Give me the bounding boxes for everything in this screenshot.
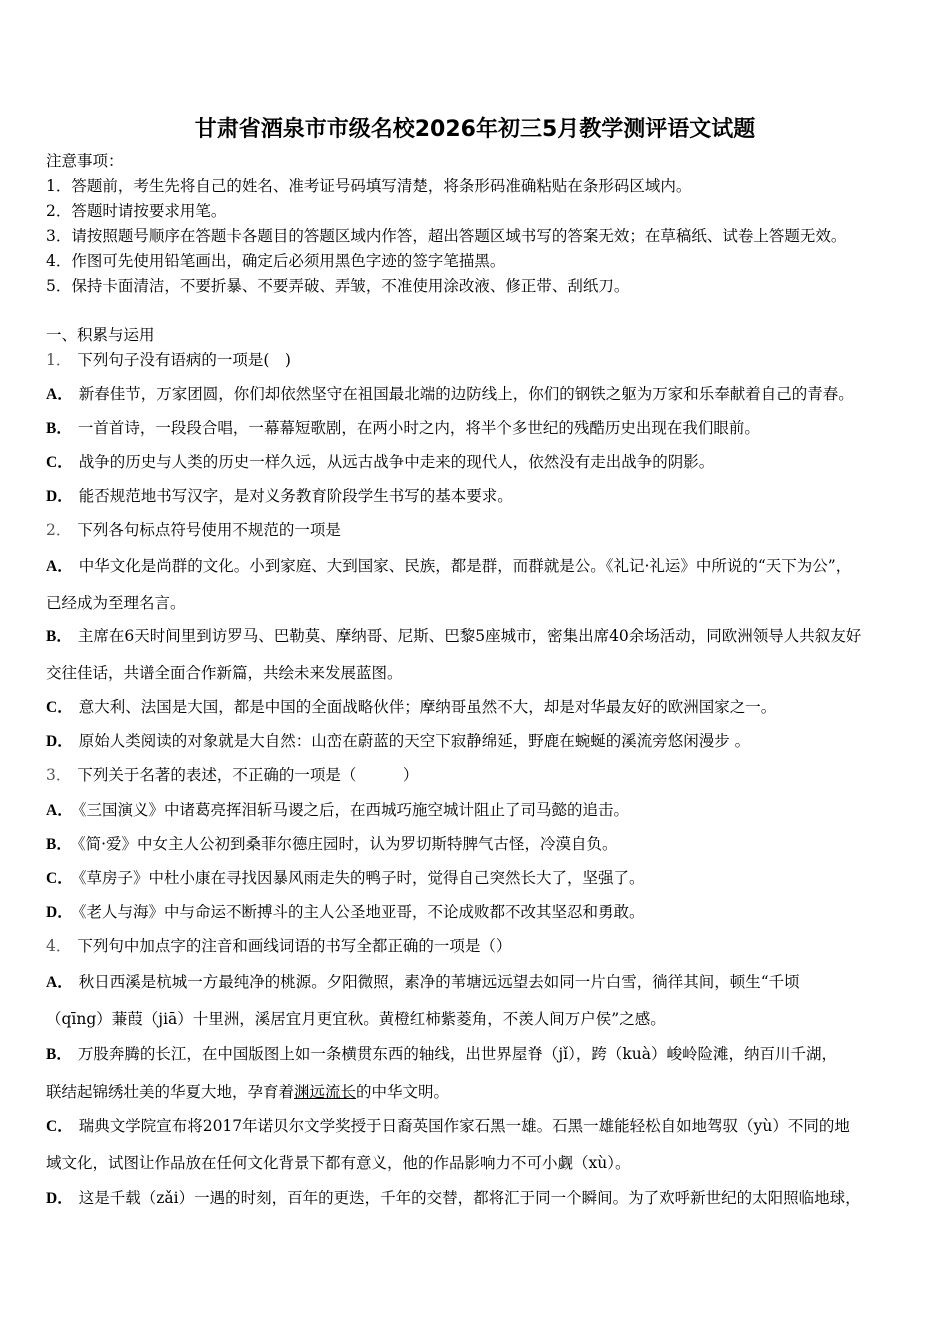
- section-heading: 一、积累与运用: [46, 326, 155, 344]
- option-label: A．: [46, 802, 73, 819]
- option-text: 《简·爱》中女主人公初到桑菲尔德庄园时，认为罗切斯特脾气古怪，冷漠自负。: [77, 835, 618, 853]
- option-label: A．: [46, 558, 73, 575]
- option-continuation: （qīng）蒹葭（jiā）十里洲，溪居宜月更宜秋。黄橙红柿紫菱角，不羡人间万户侯”之感。: [46, 1010, 666, 1028]
- option-label: C．: [46, 699, 73, 716]
- option-label: D．: [46, 733, 73, 750]
- note-item: 5．保持卡面清洁，不要折暴、不要弄破、弄皱，不准使用涂改液、修正带、刮纸刀。: [46, 277, 630, 295]
- option: [46, 556, 851, 577]
- option: [46, 452, 714, 473]
- question-stem: [46, 520, 341, 540]
- option-text: 原始人类阅读的对象就是大自然：山峦在蔚蓝的天空下寂静绵延，野鹿在蜿蜒的溪流旁悠闲漫步 。: [78, 732, 751, 750]
- option: [46, 1116, 850, 1137]
- option: [46, 486, 513, 507]
- question-text: 下列句子没有语病的一项是( ): [77, 351, 291, 369]
- option-text: 这是千载（zǎi）一遇的时刻，百年的更迭，千年的交替，都将汇于同一个瞬间。为了欢呼新世纪的太阳照临地球，: [78, 1189, 861, 1207]
- option-continuation: 交往佳话，共谱全面合作新篇，共绘未来发展蓝图。: [46, 664, 403, 682]
- option-text: 秋日西溪是杭城一方最纯净的桃源。夕阳微照，素净的苇塘远远望去如同一片白雪，徜徉其间，顿生“千顷: [78, 973, 800, 991]
- option-label: C．: [46, 870, 73, 887]
- option-label: C．: [46, 454, 73, 471]
- option: [46, 626, 861, 647]
- continuation-text: 联结起锦绣壮美的华夏大地，孕育着: [46, 1083, 295, 1101]
- option-text: 主席在6天时间里到访罗马、巴勒莫、摩纳哥、尼斯、巴黎5座城市，密集出席40余场活动，同欧洲领导人共叙友好: [77, 627, 862, 645]
- option: [46, 1044, 837, 1065]
- note-item: 2．答题时请按要求用笔。: [46, 202, 227, 220]
- option-text: 能否规范地书写汉字，是对义务教育阶段学生书写的基本要求。: [78, 487, 513, 505]
- option-text: 《三国演义》中诸葛亮挥泪斩马谡之后，在西城巧施空城计阻止了司马懿的追击。: [78, 801, 629, 819]
- underlined-word: 渊远流长: [294, 1083, 357, 1101]
- question-stem: [46, 936, 511, 956]
- option-text: 《草房子》中杜小康在寻找因暴风雨走失的鸭子时，觉得自己突然长大了，坚强了。: [78, 869, 645, 887]
- option-label: A．: [46, 386, 73, 403]
- option: [46, 731, 750, 752]
- page-title: 甘肃省酒泉市市级名校2026年初三5月教学测评语文试题: [194, 117, 756, 142]
- option: [46, 384, 854, 405]
- option-continuation: 域文化，试图让作品放在任何文化背景下都有意义，他的作品影响力不可小觑（xù）。: [46, 1154, 631, 1172]
- option: [46, 1188, 861, 1209]
- option-label: B．: [46, 628, 72, 645]
- option-text: 意大利、法国是大国，都是中国的全面战略伙伴；摩纳哥虽然不大，却是对华最友好的欧洲国家之一。: [78, 698, 777, 716]
- question-stem: [46, 350, 291, 370]
- note-item: 3．请按照题号顺序在答题卡各题目的答题区域内作答，超出答题区域书写的答案无效；在草稿纸、试卷上答题无效。: [46, 227, 847, 245]
- question-number: 3．: [46, 766, 72, 784]
- question-number: 1．: [46, 351, 72, 369]
- note-item: 4．作图可先使用铅笔画出，确定后必须用黑色字迹的签字笔描黑。: [46, 252, 506, 270]
- option: [46, 868, 644, 889]
- option: [46, 834, 618, 855]
- option-text: 中华文化是尚群的文化。小到家庭、大到国家、民族，都是群，而群就是公。《礼记·礼运》中所说的“天下为公”，: [78, 557, 852, 575]
- note-item: 1．答题前，考生先将自己的姓名、准考证号码填写清楚，将条形码准确粘贴在条形码区域内。: [46, 177, 692, 195]
- question-text: 下列各句标点符号使用不规范的一项是: [77, 521, 341, 539]
- option-continuation: [46, 1082, 449, 1102]
- option-continuation: 已经成为至理名言。: [46, 594, 186, 612]
- option-text: 万股奔腾的长江，在中国版图上如一条横贯东西的轴线，出世界屋脊（jǐ），跨（kuà）峻岭险滩，纳百川千湖，: [77, 1045, 837, 1063]
- option-label: B．: [46, 836, 72, 853]
- option: [46, 800, 629, 821]
- option-label: D．: [46, 904, 73, 921]
- option: [46, 972, 800, 993]
- option: [46, 697, 776, 718]
- option-label: A．: [46, 974, 73, 991]
- option-text: 瑞典文学院宣布将2017年诺贝尔文学奖授于日裔英国作家石黑一雄。石黑一雄能轻松自如地驾驭（yù）不同的地: [78, 1117, 850, 1135]
- option-label: B．: [46, 1046, 72, 1063]
- option-label: D．: [46, 1190, 73, 1207]
- option: [46, 902, 644, 923]
- question-stem: [46, 765, 418, 785]
- continuation-text: 的中华文明。: [356, 1083, 450, 1101]
- option: [46, 418, 760, 439]
- option-text: 《老人与海》中与命运不断搏斗的主人公圣地亚哥，不论成败都不改其坚忍和勇敢。: [78, 903, 645, 921]
- question-text: 下列关于名著的表述，不正确的一项是（ ）: [77, 766, 419, 784]
- option-text: 战争的历史与人类的历史一样久远，从远古战争中走来的现代人，依然没有走出战争的阴影。: [78, 453, 715, 471]
- option-text: 一首首诗，一段段合唱，一幕幕短歌剧，在两小时之内，将半个多世纪的残酷历史出现在我们眼前。: [77, 419, 760, 437]
- option-label: C．: [46, 1118, 73, 1135]
- notes-heading: 注意事项：: [46, 152, 124, 170]
- question-number: 2．: [46, 521, 72, 539]
- question-number: 4．: [46, 937, 72, 955]
- question-text: 下列句中加点字的注音和画线词语的书写全都正确的一项是（）: [77, 937, 512, 955]
- option-label: D．: [46, 488, 73, 505]
- option-label: B．: [46, 420, 72, 437]
- option-text: 新春佳节，万家团圆，你们却依然坚守在祖国最北端的边防线上，你们的钢铁之躯为万家和乐奉献着自己的青春。: [78, 385, 854, 403]
